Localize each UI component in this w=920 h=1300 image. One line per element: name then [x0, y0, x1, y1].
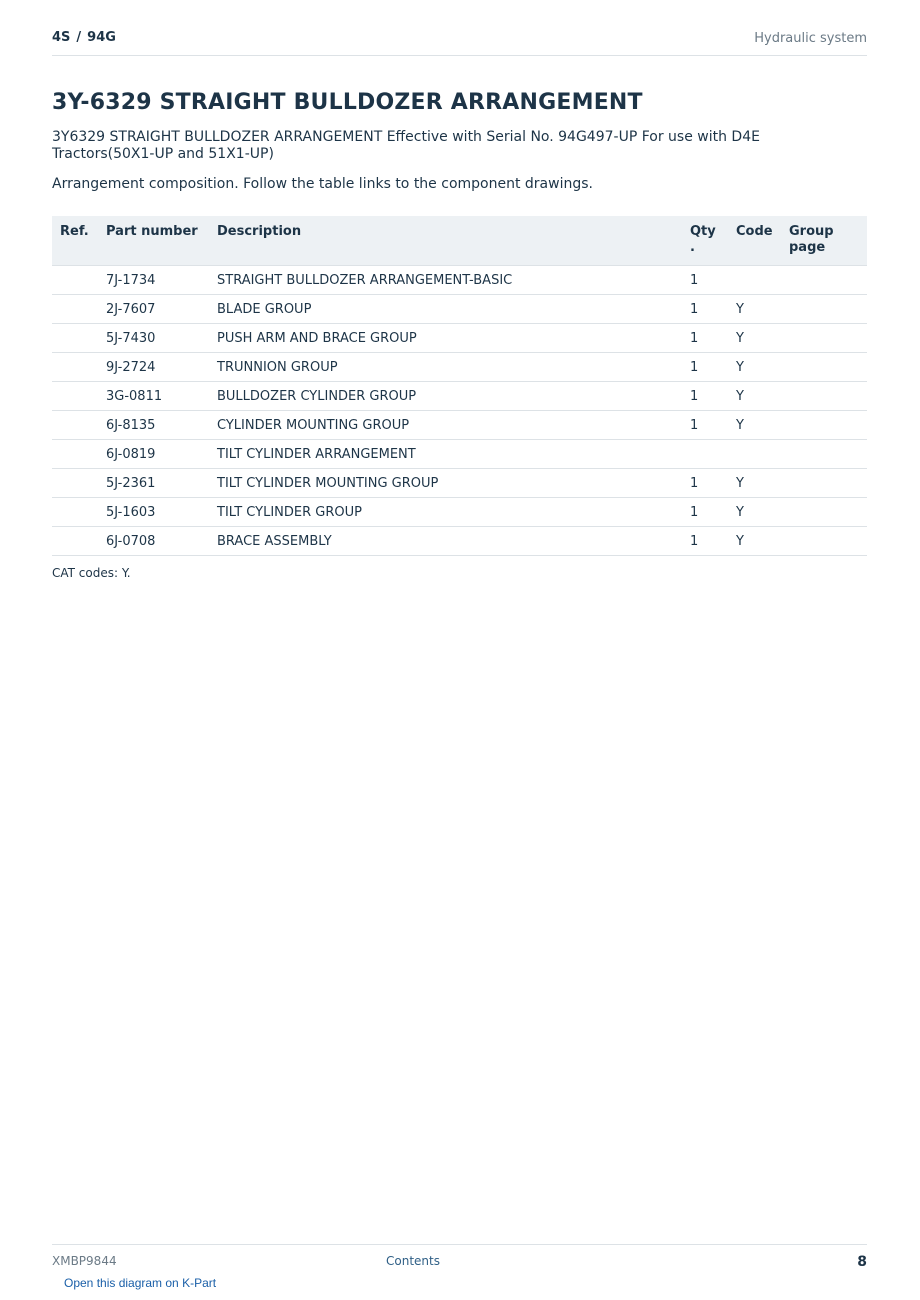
cell-description: STRAIGHT BULLDOZER ARRANGEMENT-BASIC — [209, 266, 682, 295]
breadcrumb — [52, 30, 116, 45]
table-row[interactable] — [52, 353, 867, 382]
cell-code — [728, 440, 781, 469]
cell-part-number[interactable]: 5J-7430 — [98, 324, 209, 353]
cell-code: Y — [728, 469, 781, 498]
col-header-group-line1: Group — [789, 224, 834, 239]
cell-code: Y — [728, 498, 781, 527]
col-header-description: Description — [209, 216, 682, 266]
cell-code: Y — [728, 527, 781, 556]
cell-group-page — [781, 353, 867, 382]
table-row[interactable] — [52, 469, 867, 498]
table-header-row — [52, 216, 867, 266]
cell-qty — [682, 440, 728, 469]
cell-part-number[interactable]: 3G-0811 — [98, 382, 209, 411]
table-row[interactable] — [52, 324, 867, 353]
cell-part-number[interactable]: 5J-1603 — [98, 498, 209, 527]
cell-code: Y — [728, 382, 781, 411]
cell-qty: 1 — [682, 382, 728, 411]
col-header-qty-line1: Qty — [690, 224, 716, 239]
cell-part-number[interactable]: 7J-1734 — [98, 266, 209, 295]
cell-ref — [52, 382, 98, 411]
cell-code: Y — [728, 353, 781, 382]
cell-qty: 1 — [682, 295, 728, 324]
breadcrumb-model: 4S — [52, 30, 71, 45]
section-title: Hydraulic system — [754, 31, 867, 46]
col-header-qty — [682, 216, 728, 266]
cell-code: Y — [728, 411, 781, 440]
table-row[interactable] — [52, 440, 867, 469]
cell-description: BRACE ASSEMBLY — [209, 527, 682, 556]
cell-code: Y — [728, 324, 781, 353]
cell-group-page — [781, 527, 867, 556]
col-header-group-line2: page — [789, 240, 826, 255]
breadcrumb-separator: / — [76, 30, 82, 45]
cell-description: BLADE GROUP — [209, 295, 682, 324]
cell-description: PUSH ARM AND BRACE GROUP — [209, 324, 682, 353]
document-id: XMBP9844 — [52, 1254, 117, 1268]
parts-table — [52, 216, 867, 556]
cell-ref — [52, 411, 98, 440]
cell-group-page — [781, 266, 867, 295]
cell-part-number[interactable]: 6J-0708 — [98, 527, 209, 556]
col-header-qty-line2: . — [690, 240, 695, 255]
cell-code — [728, 266, 781, 295]
cell-group-page — [781, 440, 867, 469]
cell-qty: 1 — [682, 324, 728, 353]
col-header-ref: Ref. — [52, 216, 98, 266]
cell-code: Y — [728, 295, 781, 324]
cell-ref — [52, 295, 98, 324]
page-number: 8 — [857, 1254, 867, 1270]
page-title: 3Y-6329 STRAIGHT BULLDOZER ARRANGEMENT — [52, 90, 643, 115]
col-header-part-number: Part number — [98, 216, 209, 266]
table-row[interactable] — [52, 382, 867, 411]
cell-ref — [52, 498, 98, 527]
table-row[interactable] — [52, 266, 867, 295]
cell-group-page — [781, 382, 867, 411]
table-row[interactable] — [52, 411, 867, 440]
cell-qty: 1 — [682, 353, 728, 382]
cell-part-number[interactable]: 6J-8135 — [98, 411, 209, 440]
cell-part-number[interactable]: 9J-2724 — [98, 353, 209, 382]
open-in-kpart-link[interactable]: Open this diagram on K-Part — [64, 1276, 217, 1290]
cell-description: CYLINDER MOUNTING GROUP — [209, 411, 682, 440]
col-header-code: Code — [728, 216, 781, 266]
cell-part-number[interactable]: 6J-0819 — [98, 440, 209, 469]
cell-qty: 1 — [682, 411, 728, 440]
cell-group-page — [781, 498, 867, 527]
cell-description: TILT CYLINDER ARRANGEMENT — [209, 440, 682, 469]
cell-description: TILT CYLINDER MOUNTING GROUP — [209, 469, 682, 498]
cell-description: BULLDOZER CYLINDER GROUP — [209, 382, 682, 411]
cell-group-page — [781, 295, 867, 324]
col-header-group-page — [781, 216, 867, 266]
cell-qty: 1 — [682, 469, 728, 498]
cell-description: TILT CYLINDER GROUP — [209, 498, 682, 527]
table-row[interactable] — [52, 527, 867, 556]
cell-group-page — [781, 324, 867, 353]
contents-link[interactable]: Contents — [386, 1254, 440, 1268]
cell-qty: 1 — [682, 498, 728, 527]
page-footer — [52, 1244, 867, 1275]
cell-ref — [52, 527, 98, 556]
table-row[interactable] — [52, 498, 867, 527]
cat-codes-note: CAT codes: Y. — [52, 566, 131, 580]
cell-group-page — [781, 411, 867, 440]
cell-part-number[interactable]: 5J-2361 — [98, 469, 209, 498]
cell-group-page — [781, 469, 867, 498]
cell-part-number[interactable]: 2J-7607 — [98, 295, 209, 324]
cell-ref — [52, 324, 98, 353]
breadcrumb-serial-prefix: 94G — [87, 30, 116, 45]
table-row[interactable] — [52, 295, 867, 324]
intro-text: Arrangement composition. Follow the table links to the component drawings. — [52, 176, 593, 192]
cell-qty: 1 — [682, 266, 728, 295]
cell-ref — [52, 469, 98, 498]
cell-qty: 1 — [682, 527, 728, 556]
cell-ref — [52, 440, 98, 469]
page-header — [52, 28, 867, 56]
cell-description: TRUNNION GROUP — [209, 353, 682, 382]
arrangement-description: 3Y6329 STRAIGHT BULLDOZER ARRANGEMENT Effective with Serial No. 94G497-UP For use with D4E Tractors(50X1-UP and 51X1-UP) — [52, 129, 760, 162]
cell-ref — [52, 266, 98, 295]
cell-ref — [52, 353, 98, 382]
